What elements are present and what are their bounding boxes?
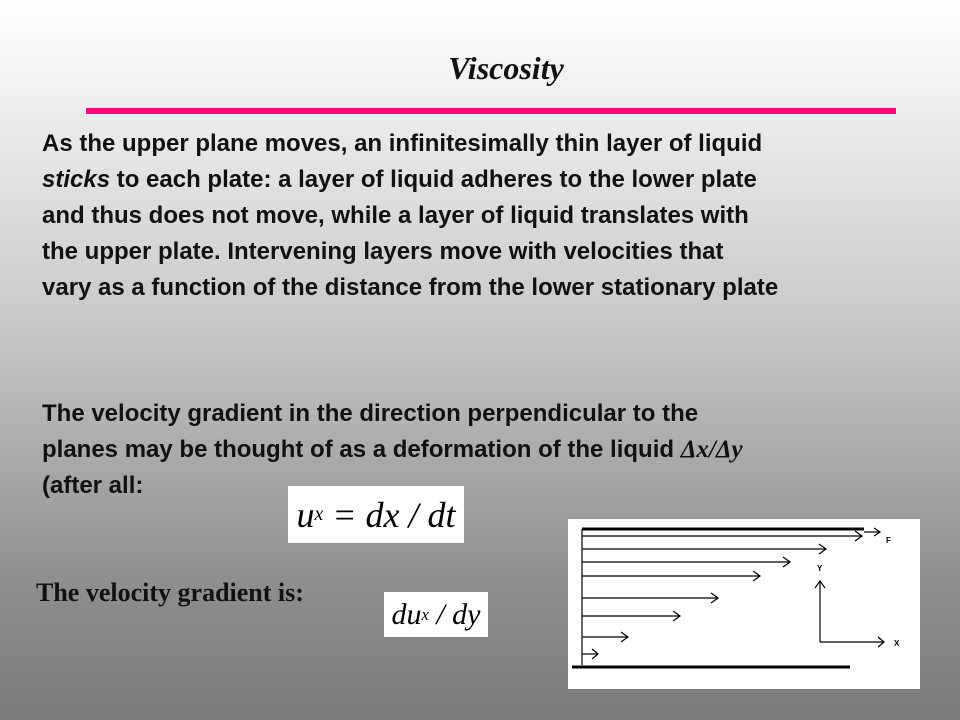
velocity-arrow [582,593,718,603]
formula-subscript: x [421,604,429,624]
paragraph-line: As the upper plane moves, an infinitesimally thin layer of liquid [42,130,763,157]
paragraph-line: the upper plate. Intervening layers move with velocities that [42,238,724,265]
velocity-profile-svg [568,519,920,689]
formula-lhs: du [391,597,422,631]
velocity-profile-diagram [568,519,920,689]
formula-rhs: / dy [428,597,481,631]
velocity-arrow [582,557,790,567]
velocity-formula [288,486,464,543]
paragraph-line: vary as a function of the distance from the lower stationary plate [42,274,779,301]
formula-rhs: = dx / dt [323,494,456,535]
velocity-arrow [582,611,680,621]
paragraph-line: (after all: [42,472,144,499]
deformation-ratio: Δx/Δy [680,436,743,463]
coordinate-axes [815,581,884,647]
velocity-arrow [582,531,862,541]
gradient-formula [384,592,488,637]
slide-title: Viscosity [448,50,564,86]
paragraph-line: and thus does not move, while a layer of liquid translates with [42,202,749,229]
paragraph-adhesion [42,126,932,306]
velocity-arrow [582,632,628,642]
emphasis-word: sticks [42,166,111,193]
formula-subscript: x [314,503,324,525]
paragraph-line [42,162,932,198]
paragraph-line: The velocity gradient in the direction perpendicular to the [42,400,699,427]
velocity-arrow [582,544,826,554]
paragraph-velocity-gradient [42,396,932,504]
paragraph-line-rest: to each plate: a layer of liquid adheres to the lower plate [110,166,757,193]
paragraph-line-text: planes may be thought of as a deformation of the liquid [42,436,681,463]
velocity-gradient-label: The velocity gradient is: [36,578,304,607]
velocity-arrow [582,571,760,581]
paragraph-line [42,432,932,468]
velocity-arrow [582,649,598,659]
formula-lhs: u [296,494,315,535]
force-label: F [886,536,891,545]
y-axis-label: Y [817,564,823,573]
x-axis-label: X [894,639,900,648]
force-arrow [864,528,880,536]
title-underline [86,108,896,114]
